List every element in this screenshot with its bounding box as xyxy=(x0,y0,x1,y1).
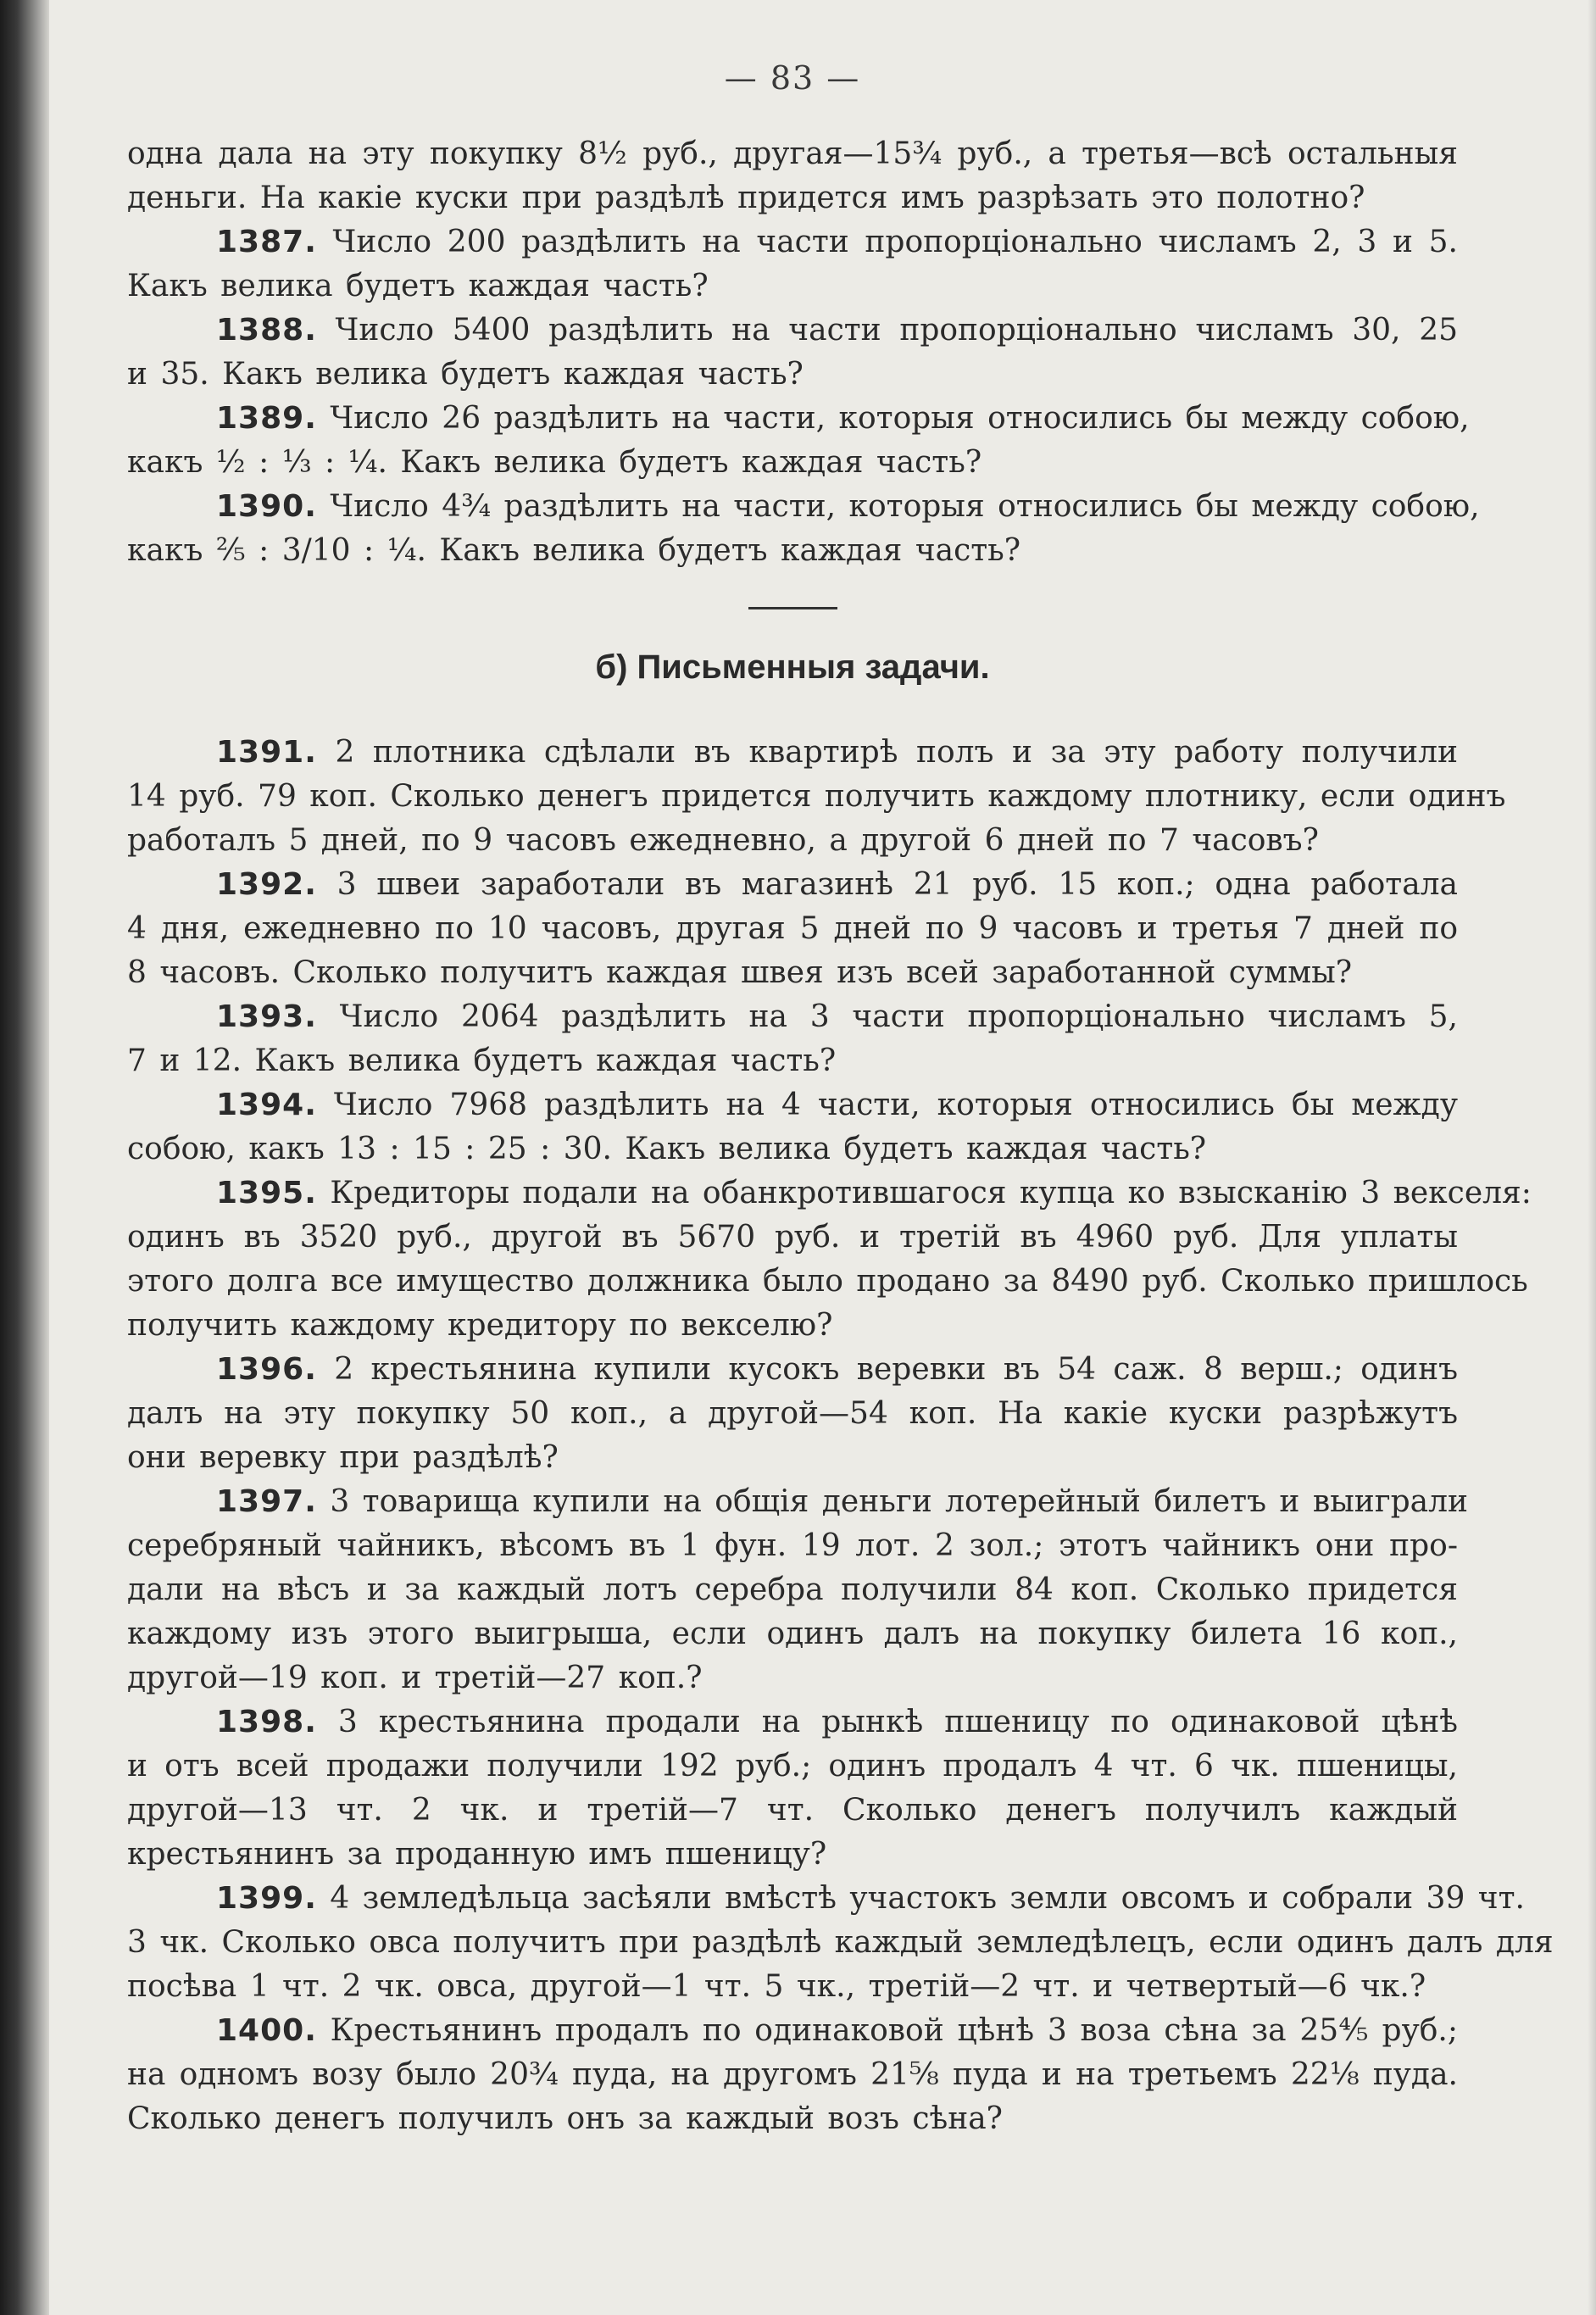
problem-1395: 1395. Кредиторы подали на обанкротившагося купца ко взысканію 3 векселя: xyxy=(216,1176,1532,1210)
text-line: 7 и 12. Какъ велика будетъ каждая часть? xyxy=(127,1043,837,1078)
problem-number: 1398. xyxy=(216,1705,317,1739)
section-divider xyxy=(748,607,837,609)
text-line: какъ ½ : ⅓ : ¼. Какъ велика будетъ каждая часть? xyxy=(127,445,982,480)
problem-number: 1392. xyxy=(216,867,317,902)
problem-1390: 1390. Число 4¾ раздѣлить на части, которыя относились бы между собою, xyxy=(216,489,1480,524)
text-line: и 35. Какъ велика будетъ каждая часть? xyxy=(127,357,804,392)
problem-1400: 1400. Крестьянинъ продалъ по одинаковой цѣнѣ 3 воза сѣна за 25⅘ руб.; xyxy=(216,2013,1458,2048)
book-page xyxy=(127,59,1554,2141)
written-problems xyxy=(127,731,1554,2141)
text-line: одна дала на эту покупку 8½ руб., другая—15¾ руб., а третья—всѣ остальныя xyxy=(127,136,1458,171)
text-line: каждому изъ этого выигрыша, если одинъ далъ на покупку билета 16 коп., xyxy=(127,1617,1458,1651)
text-line: они веревку при раздѣлѣ? xyxy=(127,1440,559,1475)
book-spine-shadow xyxy=(0,0,49,2315)
problem-1394: 1394. Число 7968 раздѣлить на 4 части, которыя относились бы между xyxy=(216,1088,1458,1122)
page-number: — 83 — xyxy=(724,59,861,97)
problem-number: 1394. xyxy=(216,1088,317,1122)
text-line: этого долга все имущество должника было продано за 8490 руб. Сколько пришлось xyxy=(127,1264,1528,1299)
problem-number: 1388. xyxy=(216,313,317,348)
problem-1391: 1391. 2 плотника сдѣлали въ квартирѣ полъ и за эту работу получили xyxy=(216,735,1458,770)
text-line: получить каждому кредитору по векселю? xyxy=(127,1308,833,1343)
text-line: дали на вѣсъ и за каждый лотъ серебра получили 84 коп. Сколько придется xyxy=(127,1572,1458,1607)
problem-number: 1396. xyxy=(216,1352,317,1387)
text-line: посѣва 1 чт. 2 чк. овса, другой—1 чт. 5 чк., третій—2 чт. и четвертый—6 чк.? xyxy=(127,1969,1426,2004)
text-line: какъ ⅖ : 3/10 : ¼. Какъ велика будетъ каждая часть? xyxy=(127,533,1021,568)
text-line: на одномъ возу было 20¾ пуда, на другомъ 21⅝ пуда и на третьемъ 22⅛ пуда. xyxy=(127,2057,1458,2092)
problem-number: 1400. xyxy=(216,2013,317,2048)
problem-1388: 1388. Число 5400 раздѣлить на части пропорціонально числамъ 30, 25 xyxy=(216,313,1458,348)
problem-number: 1390. xyxy=(216,489,317,524)
problem-number: 1389. xyxy=(216,401,317,436)
text-line: 14 руб. 79 коп. Сколько денегъ придется получить каждому плотнику, если одинъ xyxy=(127,779,1506,814)
text-line: и отъ всей продажи получили 192 руб.; одинъ продалъ 4 чт. 6 чк. пшеницы, xyxy=(127,1749,1458,1784)
problem-1396: 1396. 2 крестьянина купили кусокъ веревки въ 54 саж. 8 верш.; одинъ xyxy=(216,1352,1458,1387)
text-line: собою, какъ 13 : 15 : 25 : 30. Какъ велика будетъ каждая часть? xyxy=(127,1132,1207,1166)
problem-number: 1391. xyxy=(216,735,317,770)
problem-1392: 1392. 3 швеи заработали въ магазинѣ 21 руб. 15 коп.; одна работала xyxy=(216,867,1458,902)
text-line: деньги. На какіе куски при раздѣлѣ придется имъ разрѣзать это полотно? xyxy=(127,181,1365,215)
problem-1398: 1398. 3 крестьянина продали на рынкѣ пшеницу по одинаковой цѣнѣ xyxy=(216,1705,1458,1739)
text-line: крестьянинъ за проданную имъ пшеницу? xyxy=(127,1837,827,1872)
text-line: Сколько денегъ получилъ онъ за каждый возъ сѣна? xyxy=(127,2101,1003,2136)
problem-1397: 1397. 3 товарища купили на общія деньги лотерейный билетъ и выиграли xyxy=(216,1484,1469,1519)
problem-number: 1397. xyxy=(216,1484,317,1519)
problem-number: 1387. xyxy=(216,225,317,259)
text-line: другой—13 чт. 2 чк. и третій—7 чт. Сколько денегъ получилъ каждый xyxy=(127,1793,1458,1828)
problem-number: 1395. xyxy=(216,1176,317,1210)
text-line: Какъ велика будетъ каждая часть? xyxy=(127,269,709,303)
text-line: другой—19 коп. и третій—27 коп.? xyxy=(127,1661,703,1695)
text-line: серебряный чайникъ, вѣсомъ въ 1 фун. 19 лот. 2 зол.; этотъ чайникъ они про- xyxy=(127,1528,1458,1563)
problem-1399: 1399. 4 земледѣльца засѣяли вмѣстѣ участокъ земли овсомъ и собрали 39 чт. xyxy=(216,1881,1525,1916)
problem-number: 1393. xyxy=(216,999,317,1034)
problem-number: 1399. xyxy=(216,1881,317,1916)
problem-1389: 1389. Число 26 раздѣлить на части, которыя относились бы между собою, xyxy=(216,401,1470,436)
text-line: 8 часовъ. Сколько получитъ каждая швея изъ всей заработанной суммы? xyxy=(127,955,1353,990)
text-line: одинъ въ 3520 руб., другой въ 5670 руб. и третій въ 4960 руб. Для уплаты xyxy=(127,1220,1458,1255)
page-edge xyxy=(1588,0,1596,2315)
text-line: 4 дня, ежедневно по 10 часовъ, другая 5 дней по 9 часовъ и третья 7 дней по xyxy=(127,911,1458,946)
text-line: работалъ 5 дней, по 9 часовъ ежедневно, а другой 6 дней по 7 часовъ? xyxy=(127,823,1319,858)
problem-1393: 1393. Число 2064 раздѣлить на 3 части пропорціонально числамъ 5, xyxy=(216,999,1458,1034)
problem-1387: 1387. Число 200 раздѣлить на части пропорціонально числамъ 2, 3 и 5. xyxy=(216,225,1458,259)
text-line: далъ на эту покупку 50 коп., а другой—54 коп. На какіе куски разрѣжутъ xyxy=(127,1396,1458,1431)
section-title: б) Письменныя задачи. xyxy=(595,648,990,686)
text-line: 3 чк. Сколько овса получитъ при раздѣлѣ каждый земледѣлецъ, если одинъ далъ для xyxy=(127,1925,1554,1960)
